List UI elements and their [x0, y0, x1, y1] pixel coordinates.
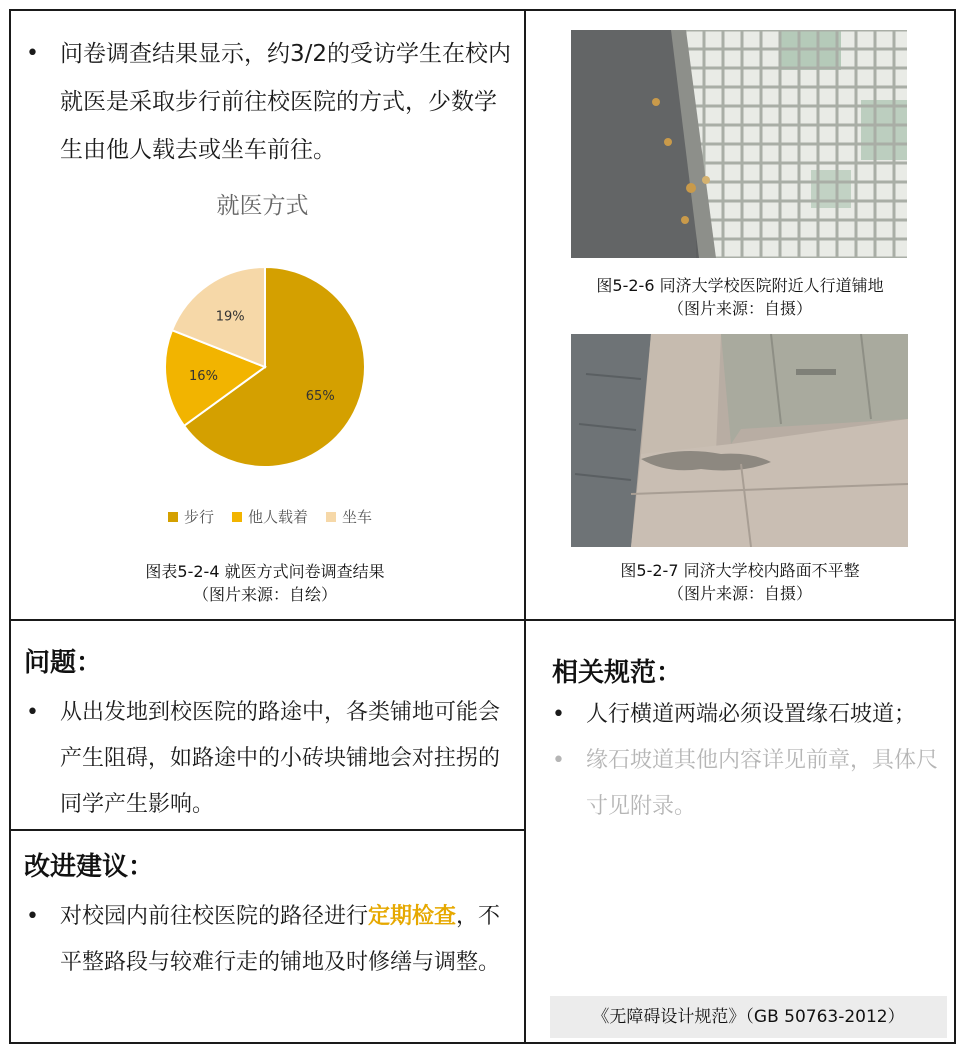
photo2-caption-line2: （图片来源：自摄）	[667, 584, 812, 603]
legend-label: 步行	[183, 508, 214, 526]
sidewalk-photo	[571, 30, 907, 258]
regulations-list	[538, 692, 943, 830]
legend-label: 坐车	[342, 508, 373, 526]
section-divider	[9, 829, 526, 831]
problem-paragraph	[12, 690, 512, 828]
column-divider	[524, 9, 526, 1044]
regulation-item	[538, 692, 943, 738]
legend-item-walk	[168, 506, 214, 527]
legend-swatch	[326, 512, 336, 522]
uneven-pavement-photo	[571, 334, 908, 547]
chart-caption-line2: （图片来源：自绘）	[192, 585, 337, 604]
regulation-item-2: 缘石坡道其他内容详见前章，具体尺寸见附录。	[586, 748, 939, 819]
photo2-caption-line1: 图5-2-7 同济大学校内路面不平整	[620, 561, 860, 580]
regulation-item-1: 人行横道两端必须设置缘石坡道；	[586, 702, 917, 727]
pie-chart	[160, 262, 370, 472]
chart-legend	[150, 506, 390, 527]
photo1-caption-line2: （图片来源：自摄）	[667, 299, 812, 318]
chart-caption-line1: 图表5-2-4 就医方式问卷调查结果	[145, 562, 385, 581]
intro-paragraph	[12, 30, 517, 174]
bullet: •	[552, 748, 565, 773]
pie-data-label: 19%	[215, 309, 245, 325]
legend-item-vehicle	[326, 506, 372, 527]
photo1-caption-line1: 图5-2-6 同济大学校医院附近人行道铺地	[596, 276, 884, 295]
bullet: •	[26, 41, 39, 66]
pie-data-label: 16%	[189, 368, 218, 384]
regulation-item	[538, 738, 943, 830]
legend-item-carried	[232, 506, 308, 527]
bullet: •	[26, 700, 39, 725]
problem-text: 从出发地到校医院的路途中，各类铺地可能会产生阻碍，如路途中的小砖块铺地会对拄拐的同学产生影响。	[60, 700, 501, 817]
pie-data-label: 65%	[305, 389, 335, 405]
intro-text: 问卷调查结果显示，约3/2的受访学生在校内就医是采取步行前往校医院的方式，少数学生由他人载去或坐车前往。	[60, 41, 512, 163]
chart-caption	[60, 560, 470, 606]
reference-citation: 《无障碍设计规范》（GB 50763-2012）	[550, 996, 947, 1038]
photo2-caption	[545, 559, 935, 605]
legend-swatch	[232, 512, 242, 522]
suggestion-heading: 改进建议：	[24, 852, 155, 882]
legend-swatch	[168, 512, 178, 522]
suggestion-text-after: ，不平整路段与较难行走的铺地及时修缮与调整。	[60, 904, 501, 975]
photo1-caption	[545, 274, 935, 320]
suggestion-text-before: 对校园内前往校医院的路径进行	[60, 904, 369, 929]
suggestion-highlight: 定期检查	[368, 904, 457, 929]
suggestion-paragraph	[12, 894, 512, 986]
chart-title: 就医方式	[216, 193, 309, 219]
bullet: •	[552, 702, 565, 727]
bullet: •	[26, 904, 39, 929]
legend-label: 他人载着	[247, 508, 308, 526]
regulations-heading: 相关规范：	[552, 658, 683, 688]
row-divider	[9, 619, 956, 621]
problem-heading: 问题：	[24, 648, 103, 678]
